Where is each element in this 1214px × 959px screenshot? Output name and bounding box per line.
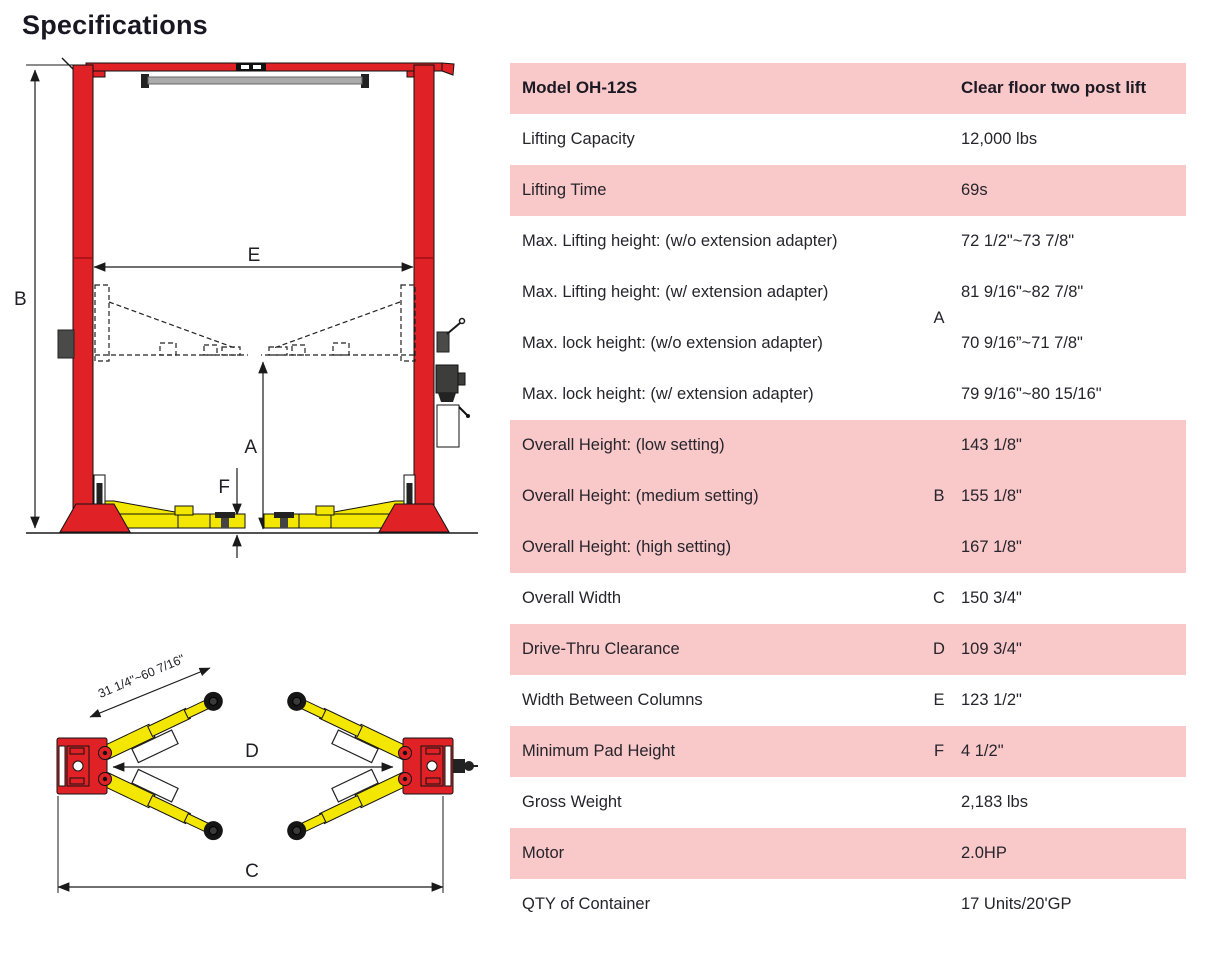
lift-posts [73,65,434,532]
spec-label: Lifting Time [522,180,607,199]
dimension-letter-c: C [933,589,945,607]
spec-value: 109 3/4" [961,639,1022,658]
dimension-letter-a: A [933,308,945,327]
spec-label: Overall Height: (low setting) [522,435,725,454]
spec-row-drive-thru [510,624,1186,675]
dimension-letter-b: B [933,487,945,505]
lift-front-view-diagram [10,55,490,560]
dim-width-between-columns [94,245,413,267]
post-base-right [399,738,479,794]
dimension-letter-f: F [933,742,945,760]
raised-arms-dashed [95,285,415,361]
spec-row-minimum-pad-height [510,726,1186,777]
spec-value: 72 1/2"~73 7/8" [961,231,1075,250]
dimension-letter-d: D [933,640,945,658]
dim-label-a: A [244,437,257,458]
spec-label: Motor [522,843,565,862]
power-unit [58,319,470,448]
dimension-letter [917,879,961,930]
dimension-letter [917,828,961,879]
table-header-type: Clear floor two post lift [961,78,1147,98]
spec-label: Width Between Columns [522,690,703,709]
spec-label: Gross Weight [522,792,622,811]
dim-label-e: E [247,245,261,266]
spec-label: Max. Lifting height: (w/o extension adapter) [522,231,838,250]
spec-label: Minimum Pad Height [522,741,676,760]
dim-label-b: B [14,289,27,310]
spec-value: 167 1/8" [961,537,1022,556]
lowered-arms [94,475,415,531]
arm-reach-label: 31 1/4"~60 7/16" [96,651,187,701]
dim-overall-height [14,58,82,528]
page-title: Specifications [22,10,208,40]
dim-overall-width [58,796,443,893]
spec-value: 17 Units/20'GP [961,894,1072,913]
dim-lifting-height [244,362,263,529]
spec-value: 79 9/16"~80 15/16" [961,384,1102,403]
spec-label: Lifting Capacity [522,129,635,148]
spec-label: Overall Height: (high setting) [522,537,732,556]
top-beam [86,63,454,88]
spec-label: Drive-Thru Clearance [522,639,680,658]
swing-arms [101,689,409,844]
spec-row-lifting-capacity [510,114,1186,165]
spec-row-motor [510,828,1186,879]
spec-label: QTY of Container [522,894,651,913]
dim-label-f: F [218,477,230,498]
spec-row-overall-width [510,573,1186,624]
spec-value: 4 1/2" [961,741,1004,760]
spec-value: 150 3/4" [961,588,1022,607]
table-header-model: Model OH-12S [522,78,638,98]
spec-value: 2.0HP [961,843,1007,862]
spec-value: 123 1/2" [961,690,1022,709]
dim-label-c: C [245,861,259,882]
spec-table [510,63,1186,930]
spec-value: 81 9/16"~82 7/8" [961,282,1084,301]
spec-row-qty-container [510,879,1186,930]
lift-top-view-diagram [10,622,500,912]
spec-group-b [510,420,1186,573]
spec-label: Overall Height: (medium setting) [522,486,759,505]
post-base-left [57,738,112,794]
spec-label: Max. Lifting height: (w/ extension adapter) [522,282,829,301]
spec-value: 69s [961,180,988,199]
dimension-letter-e: E [933,691,945,709]
spec-row-gross-weight [510,777,1186,828]
spec-value: 70 9/16”~71 7/8" [961,333,1083,352]
spec-value: 155 1/8" [961,486,1022,505]
spec-row-lifting-time [510,165,1186,216]
dimension-letter [917,114,961,165]
spec-label: Max. lock height: (w/ extension adapter) [522,384,814,403]
table-header-letter-spacer [917,63,961,114]
spec-group-a [510,216,1186,420]
spec-value: 12,000 lbs [961,129,1038,148]
table-header-row [510,63,1186,114]
dimension-letter [917,165,961,216]
dimension-letter [917,777,961,828]
dim-label-d: D [245,741,259,762]
spec-row-width-between-columns [510,675,1186,726]
spec-label: Max. lock height: (w/o extension adapter) [522,333,823,352]
spec-label: Overall Width [522,588,622,607]
spec-value: 2,183 lbs [961,792,1028,811]
spec-value: 143 1/8" [961,435,1022,454]
